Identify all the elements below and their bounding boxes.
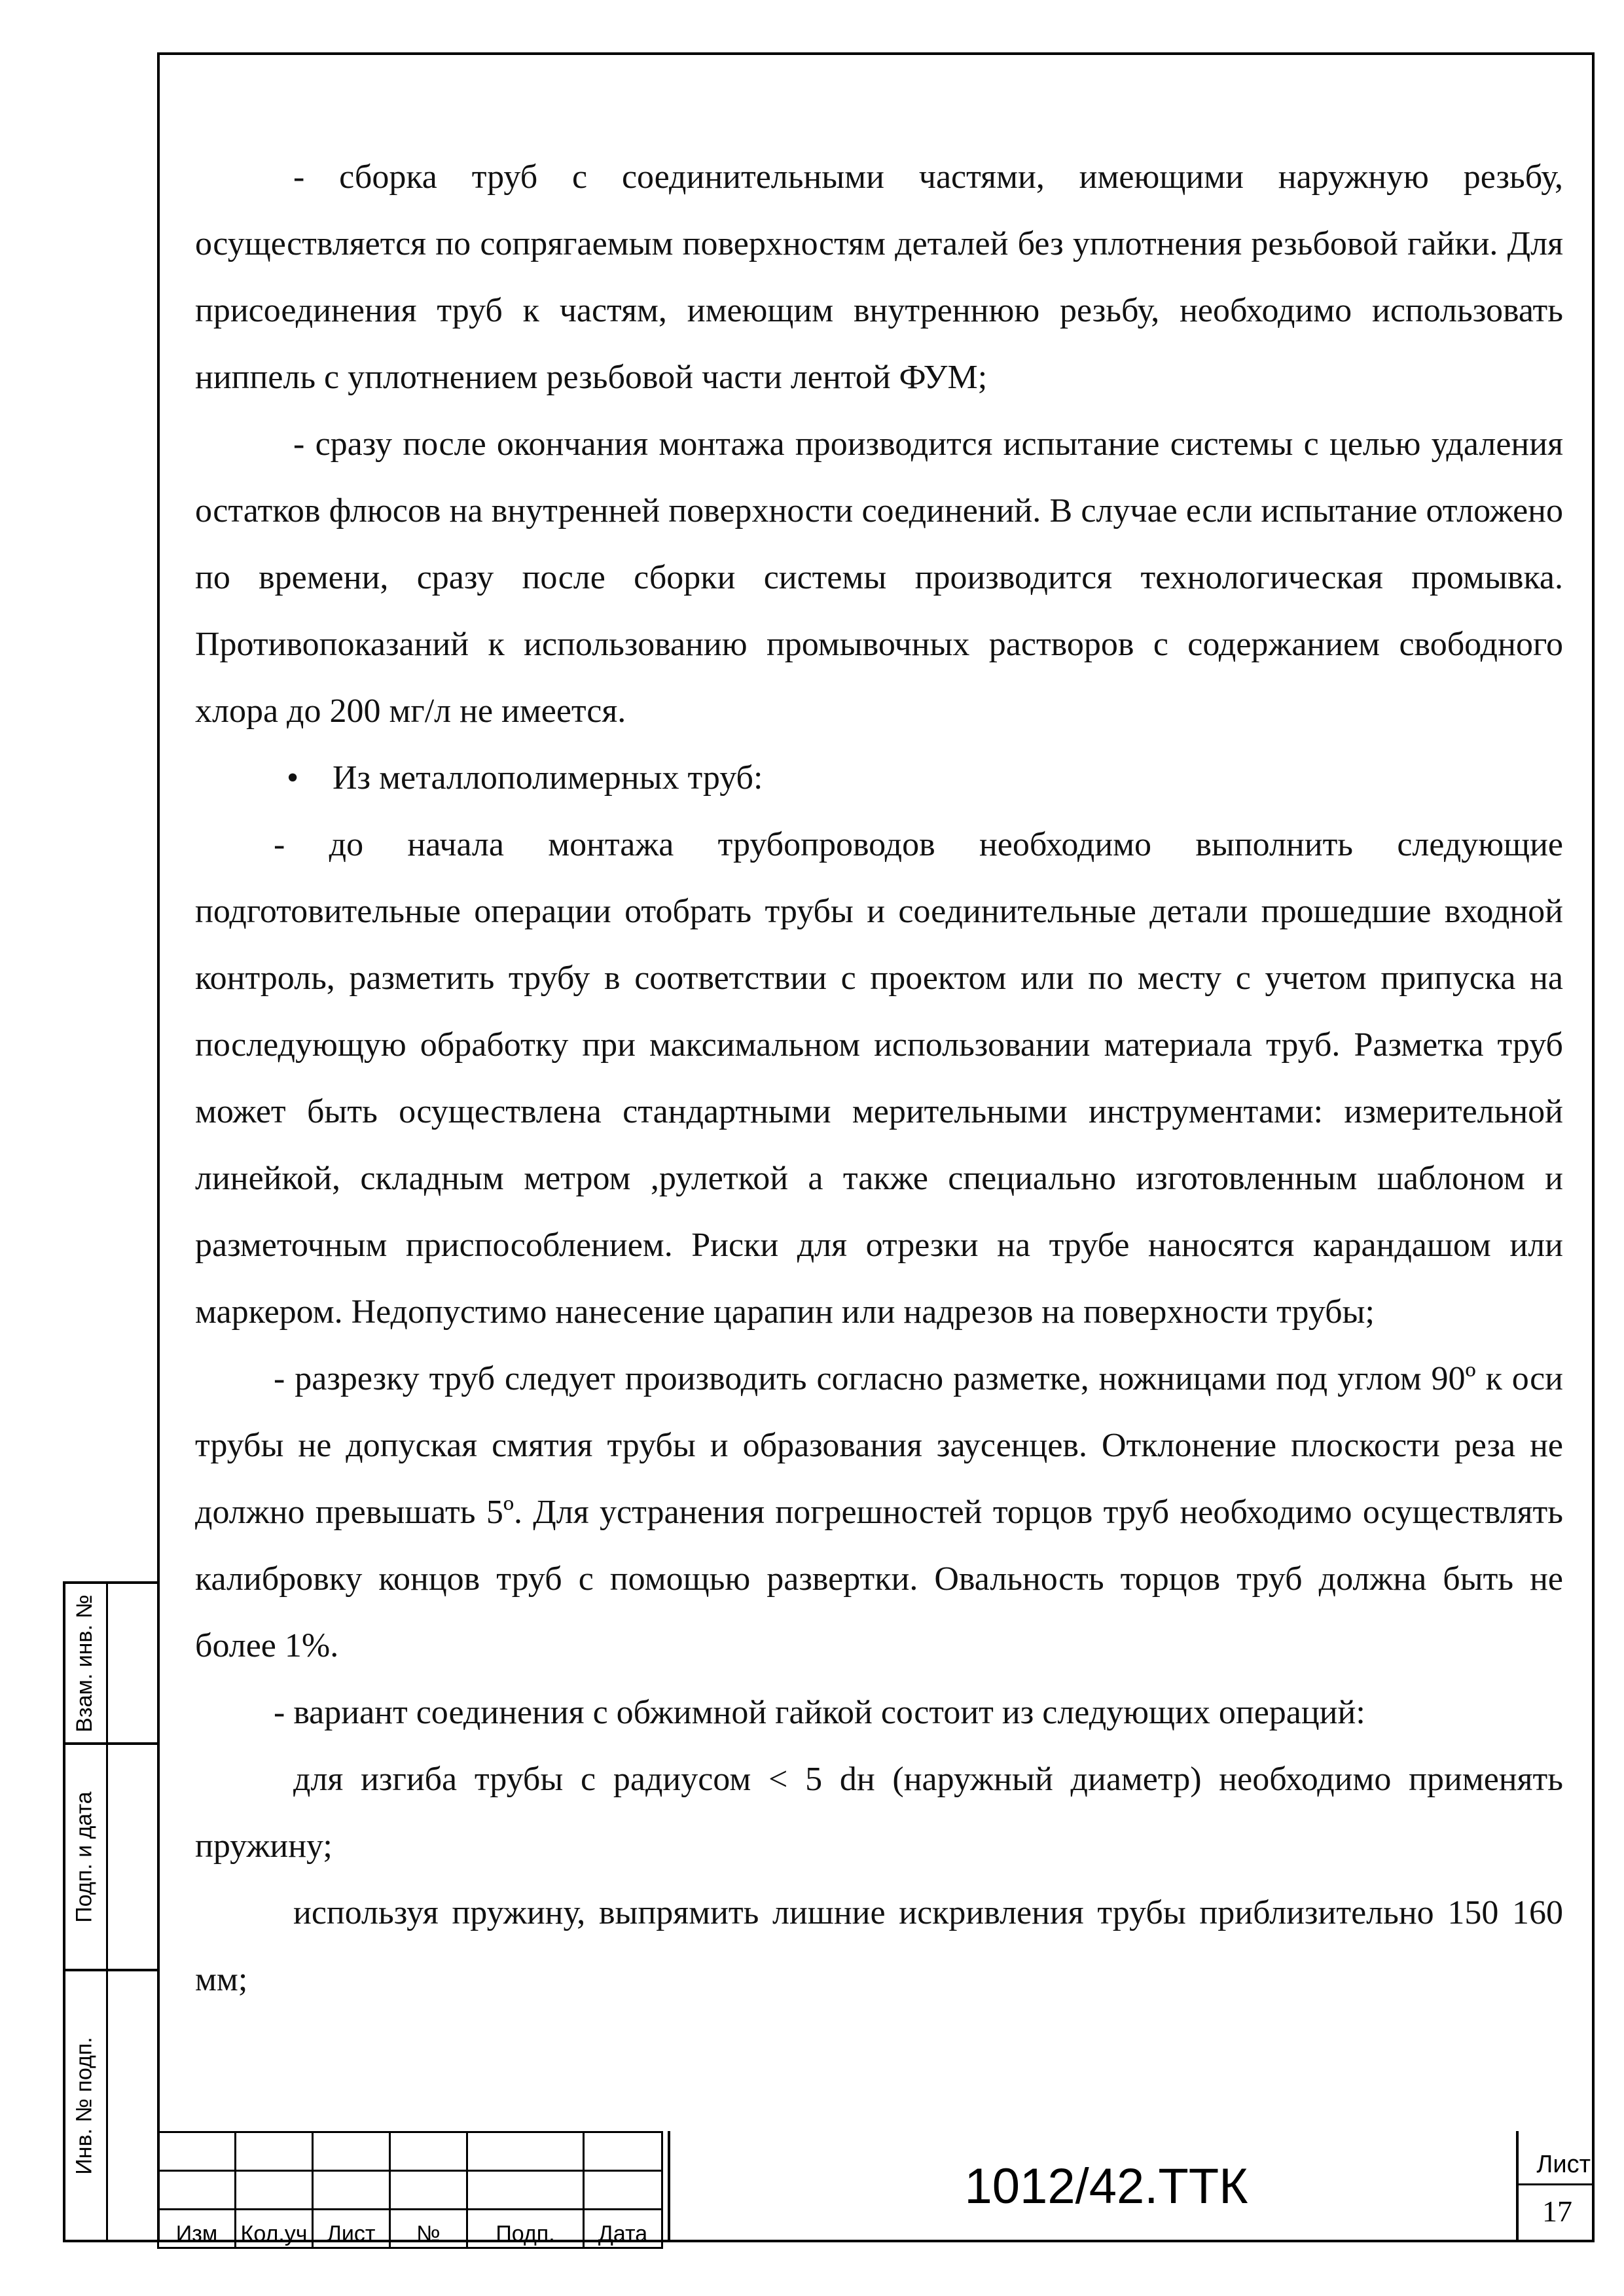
col-num: № (390, 2210, 467, 2248)
side-label-vzam (64, 1581, 105, 1745)
sheet-divider (1516, 2183, 1595, 2185)
col-list: Лист (313, 2210, 390, 2248)
col-podp: Подп. (467, 2210, 584, 2248)
document-code: 1012/42.ТТК (964, 2159, 1248, 2214)
side-label-podp (64, 1742, 105, 1971)
paragraph-4: - разрезку труб следует производить согласно разметке, ножницами под углом 90º к оси трубы не допуская смятия трубы и образования заусенцев. Отклонение плоскости реза не должно превышать 5º. Для устранения погрешностей торцов труб необходимо осуществлять калибровку концов труб с помощью развертки. Овальность торцов труб должна быть не более 1%. (195, 1360, 1563, 1664)
paragraph-6: для изгиба трубы с радиусом < 5 dн (наружный диаметр) необходимо применять пружину; (195, 1761, 1563, 1865)
col-kol: Кол.уч (236, 2210, 313, 2248)
title-block (157, 2131, 1595, 2246)
paragraph-3: - до начала монтажа трубопроводов необходимо выполнить следующие подготовительные операции отобрать трубы и соединительные детали прошедшие входной контроль, разметить трубу в соответствии с проектом или по месту с учетом припуска на последующую обработку при максимальном использовании материала труб. Разметка труб может быть осуществлена стандартными мерительными инструментами: измерительной линейкой, складным метром ,рулеткой а также специально изготовленным шаблоном и разметочным приспособлением. Риски для отрезки на трубе наносятся карандашом или маркером. Недопустимо нанесение царапин или надрезов на поверхности трубы; (195, 826, 1563, 1331)
paragraph-7: используя пружину, выпрямить лишние искривления трубы приблизительно 150 160 мм; (195, 1894, 1563, 1998)
col-izm: Изм (158, 2210, 236, 2248)
revision-header-row (158, 2210, 662, 2248)
sheet-label: Лист (1536, 2151, 1591, 2178)
bullet-icon: • (287, 759, 299, 797)
paragraph-1: - сборка труб с соединительными частями, имеющими наружную резьбу, осуществляется по сопрягаемым поверхностям деталей без уплотнения резьбовой гайки. Для присоединения труб к частям, имеющим внутреннюю резьбу, необходимо использовать ниппель с уплотнением резьбовой части лентой ФУМ; (195, 158, 1563, 396)
revision-row (158, 2132, 662, 2171)
sheet-number: 17 (1542, 2195, 1572, 2228)
bullet-text: Из металлополимерных труб: (333, 759, 763, 797)
col-data: Дата (584, 2210, 662, 2248)
bullet-item (195, 745, 1563, 812)
paragraph-2: - сразу после окончания монтажа производится испытание системы с целью удаления остатков флюсов на внутренней поверхности соединений. В случае если испытание отложено по времени, сразу после сборки системы производится технологическая промывка. Противопоказаний к использованию промывочных растворов с содержанием свободного хлора до 200 мг/л не имеется. (195, 425, 1563, 730)
side-label-inv-text: Инв. № подп. (71, 2036, 97, 2175)
revision-row (158, 2171, 662, 2210)
side-label-podp-text: Подп. и дата (71, 1791, 97, 1923)
paragraph-5: - вариант соединения с обжимной гайкой состоит из следующих операций: (274, 1694, 1365, 1731)
document-body (195, 144, 1563, 2013)
sheet-box (1516, 2131, 1595, 2242)
side-label-vzam-text: Взам. инв. № (71, 1594, 97, 1732)
revision-table (157, 2131, 663, 2249)
side-label-inv (64, 1969, 105, 2242)
stamp-divider (668, 2131, 670, 2242)
